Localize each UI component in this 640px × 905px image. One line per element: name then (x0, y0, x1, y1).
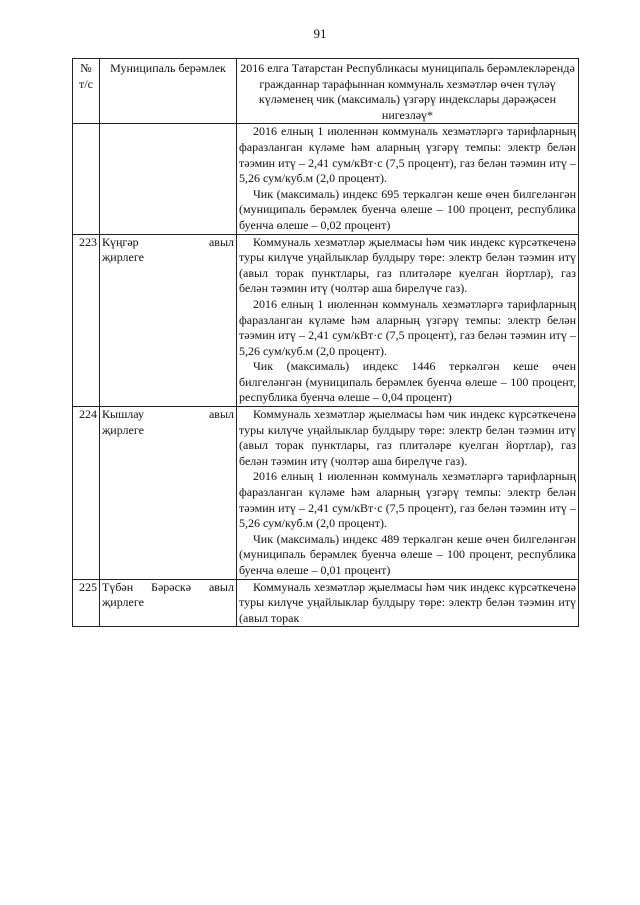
paragraph: 2016 елның 1 июленнән коммуналь хезмәтләргә тарифларның фаразланган күләме һәм аларның үзгәрү темпы: электр белән тәэмин итү – 2,41 сум/кВт·с (7,5 процент), газ белән тәэмин итү – 5,26 сум/куб.м (2,0 процент). (239, 296, 576, 358)
row-description (237, 124, 579, 234)
header-number: № т/с (73, 59, 100, 124)
paragraph: 2016 елның 1 июленнән коммуналь хезмәтләргә тарифларның фаразланган күләме һәм аларның үзгәрү темпы: электр белән тәэмин итү – 2,41 сум/кВт·с (7,5 процент), газ белән тәэмин итү – 5,26 сум/куб.м (2,0 процент). (239, 124, 576, 186)
municipality-type: җирлеге (102, 250, 144, 265)
row-municipality (100, 124, 237, 234)
header-description: 2016 елга Татарстан Республикасы муниципаль берәмлекләрендә гражданнар тарафыннан коммуналь хезмәтләр өчен түләү күләменең чик (максималь) үзгәрү индекслары дәрәҗәсен нигезләү* (237, 59, 579, 124)
tariff-table (72, 58, 579, 627)
row-municipality (100, 407, 237, 580)
paragraph: Коммуналь хезмәтләр җыелмасы һәм чик индекс күрсәткеченә туры килүче уңайлыклар булдыру төре: электр белән тәэмин итү (авыл торак пунктлары, газ плитәләре куелган йортлар), газ белән тәэмин итү (чолтәр аша бирелүче газ). (239, 234, 576, 296)
row-number (73, 124, 100, 234)
municipality-name: Түбән Бәрәскә авыл (102, 579, 234, 594)
paragraph: Чик (максималь) индекс 695 теркәлгән кеше өчен билгеләнгән (муниципаль берәмлек буенча өлеше – 100 процент, республика буенча өлеше – 0,02 процент) (239, 186, 576, 232)
paragraph: Коммуналь хезмәтләр җыелмасы һәм чик индекс күрсәткеченә туры килүче уңайлыклар булдыру төре: электр белән тәэмин итү (авыл торак (239, 579, 576, 625)
paragraph: Коммуналь хезмәтләр җыелмасы һәм чик индекс күрсәткеченә туры килүче уңайлыклар булдыру төре: электр белән тәэмин итү (авыл торак пунктлары, газ плитәләре куелган йортлар), газ белән тәэмин итү (чолтәр аша бирелүче газ). (239, 407, 576, 468)
table-row (73, 234, 579, 407)
table-row (73, 579, 579, 627)
row-number: 223 (73, 234, 100, 407)
table-row (73, 124, 579, 234)
paragraph: 2016 елның 1 июленнән коммуналь хезмәтләргә тарифларның фаразланган күләме һәм аларның үзгәрү темпы: электр белән тәэмин итү – 2,41 сум/кВт·с (7,5 процент), газ белән тәэмин итү – 5,26 сум/куб.м (2,0 процент). (239, 469, 576, 531)
row-description (237, 407, 579, 580)
paragraph: Чик (максималь) индекс 489 теркәлгән кеше өчен билгеләнгән (муниципаль берәмлек буенча өлеше – 100 процент, республика буенча өлеше – 0,01 процент) (239, 531, 576, 577)
row-municipality (100, 579, 237, 627)
header-municipality: Муниципаль берәмлек (100, 59, 237, 124)
paragraph: Чик (максималь) индекс 1446 теркәлгән кеше өчен билгеләнгән (муниципаль берәмлек буенча өлеше – 100 процент, республика буенча өлеше – 0,04 процент) (239, 359, 576, 405)
municipality-type: җирлеге (102, 595, 144, 610)
row-municipality (100, 234, 237, 407)
row-description (237, 579, 579, 627)
table-header-row (73, 59, 579, 124)
row-description (237, 234, 579, 407)
row-number: 225 (73, 579, 100, 627)
municipality-name: Күңгәр авыл (102, 234, 234, 249)
page-number: 91 (313, 26, 327, 41)
municipality-type: җирлеге (102, 422, 144, 437)
row-number: 224 (73, 407, 100, 580)
municipality-name: Кышлау авыл (102, 407, 234, 422)
table-row (73, 407, 579, 580)
